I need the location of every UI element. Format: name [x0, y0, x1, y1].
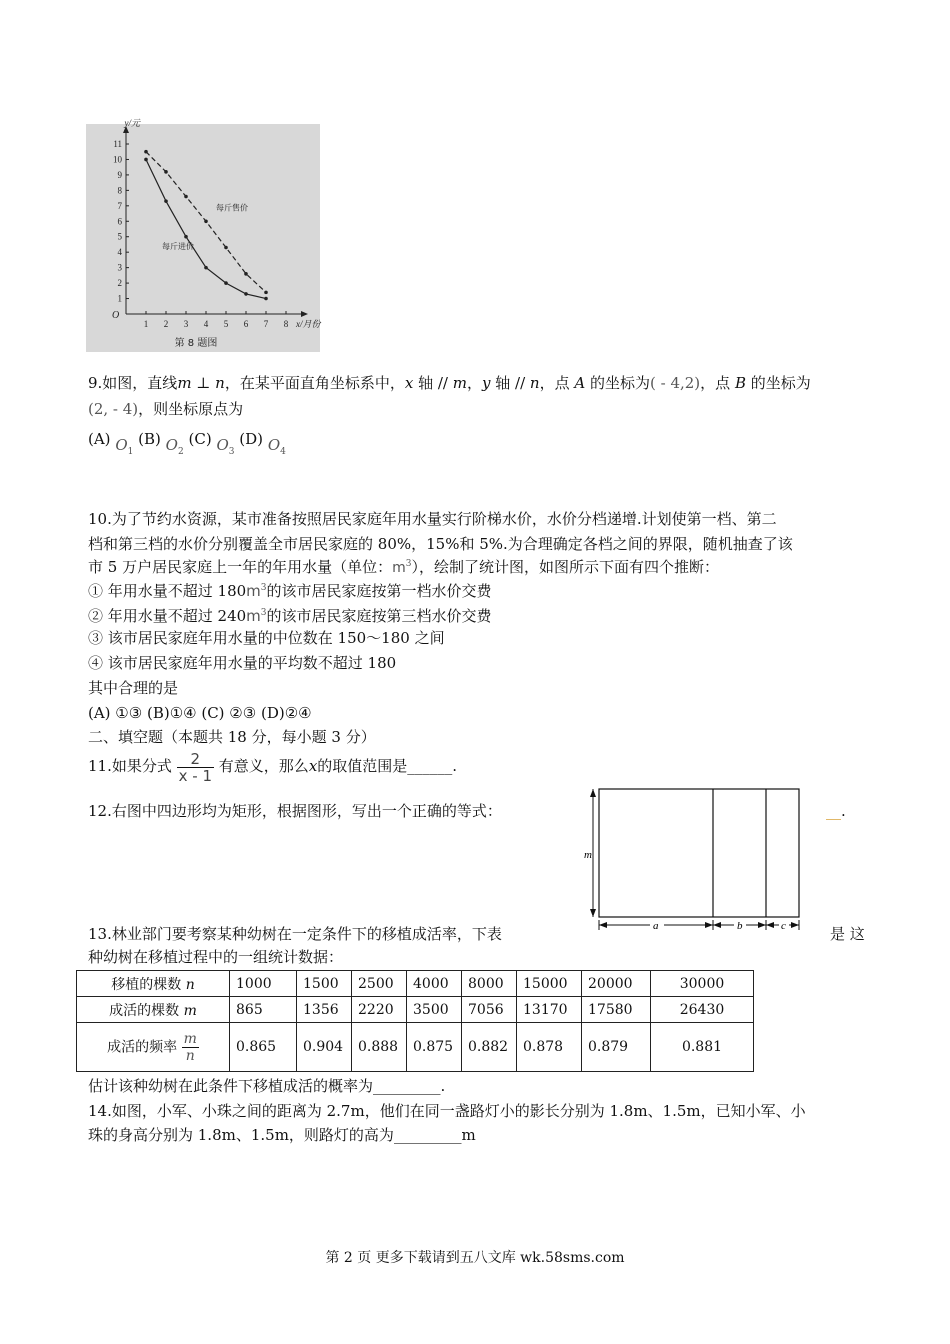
y-tick-label: 7 [117, 200, 122, 211]
q9-coord-a: ( - 4,2) [649, 374, 701, 392]
y-tick-label: 10 [113, 154, 122, 165]
q9-text: ，则坐标原点为 [138, 400, 244, 418]
data-point [244, 272, 248, 276]
y-tick-label: 2 [117, 278, 122, 289]
table-cell: 865 [230, 997, 297, 1023]
option-c: (C) [188, 430, 212, 448]
y-tick-label: 4 [117, 247, 122, 258]
q14-text: 珠的身高分别为 1.8m、1.5m，则路灯的高为 [88, 1126, 394, 1144]
arrow-right-icon [758, 922, 766, 928]
y-tick-label: 5 [117, 231, 122, 242]
q11-text: 11.如果分式 [88, 757, 172, 775]
option-a-o: O [115, 436, 128, 454]
option-b: (B) [138, 430, 161, 448]
x-tick-label: 4 [203, 319, 209, 329]
section-heading: 二、填空题（本题共 18 分，每小题 3 分） [88, 728, 376, 746]
fraction-denominator: x - 1 [178, 766, 213, 785]
x-tick-label: 3 [183, 319, 189, 329]
option-d-o: O [267, 436, 281, 454]
q14-line1: 14.如图，小军、小珠之间的距离为 2.7m，他们在同一盏路灯小的影长分别为 1.8m、1.5m，已知小军、小 [88, 1102, 806, 1120]
q10-line1: 10.为了节约水资源，某市准备按照居民家庭年用水量实行阶梯水价，水价分档递增.计划使第一档、第二 [88, 510, 777, 528]
q10-question: 其中合理的是 [88, 679, 179, 697]
table-cell: 1356 [297, 997, 352, 1023]
q13-estimate [88, 1075, 445, 1097]
arrow-left-icon [766, 922, 774, 928]
chart-title: 第 8 题图 [174, 338, 218, 349]
q13-blank: _________ [373, 1077, 441, 1095]
label-c: c [781, 920, 786, 932]
q10-statement-2 [88, 602, 492, 627]
table-cell: 0.882 [462, 1023, 517, 1072]
data-point [264, 291, 268, 295]
x-axis-arrow-icon [301, 311, 308, 317]
q9-text: ， [466, 374, 482, 392]
table-cell: 0.888 [352, 1023, 407, 1072]
row-header: 成活的频率 $\frac{m}{n}$ [77, 1023, 230, 1072]
option-c-sub: 3 [228, 447, 235, 457]
q11-line [88, 748, 457, 784]
label-a: a [653, 920, 659, 932]
arrow-up-icon [590, 789, 596, 797]
page-footer: 第 2 页 更多下载请到五八文库 wk.58sms.com [325, 1250, 625, 1266]
table-cell: 0.879 [582, 1023, 651, 1072]
table-cell: 4000 [407, 971, 462, 997]
table-cell: 0.904 [297, 1023, 352, 1072]
row-header: 成活的棵数 m [77, 997, 230, 1023]
y-axis-label: y/元 [124, 118, 140, 128]
q14-text: m [461, 1126, 476, 1144]
series-line [146, 159, 266, 298]
q10-text: ① 年用水量不超过 180 [88, 582, 247, 600]
q10-text: ），绘制了统计图，如图所示 [411, 558, 599, 576]
q9-text: ，在某平面直角坐标系中， [224, 374, 405, 392]
q9-perp: m ⊥ n [177, 374, 225, 392]
q9-text: 轴 // [413, 374, 453, 392]
data-point [164, 170, 168, 174]
q14-blank: _________ [393, 1126, 462, 1144]
q9-text: 9.如图，直线 [88, 374, 178, 392]
q9-var: m [452, 374, 467, 392]
table-cell: 0.875 [407, 1023, 462, 1072]
series-label: 每斤售价 [216, 203, 248, 213]
y-tick-label: 3 [117, 262, 122, 273]
fraction-numerator: 2 [177, 751, 214, 768]
q9-var: B [734, 374, 746, 392]
line-chart [86, 118, 321, 352]
q11-fraction [177, 751, 214, 784]
table-cell: 26430 [651, 997, 754, 1023]
q10-text: 的该市居民家庭按第一档水价交费 [266, 582, 492, 600]
option-d-sub: 4 [280, 447, 286, 457]
option-c-o: O [216, 436, 229, 454]
x-tick-label: 7 [263, 319, 269, 329]
q10-unit-exp: 3 [405, 559, 412, 569]
q12-answer [826, 800, 846, 822]
data-point [204, 219, 208, 223]
table-cell: 20000 [582, 971, 651, 997]
table-row [77, 1023, 754, 1072]
table-cell: 3500 [407, 997, 462, 1023]
chart-figure [86, 118, 321, 352]
x-axis-label: x/月份 [296, 319, 321, 329]
option-a: (A) [88, 430, 111, 448]
data-point [224, 246, 228, 250]
data-point [184, 195, 188, 199]
table-cell: 17580 [582, 997, 651, 1023]
q11-text: 的取值范围是 [317, 757, 408, 775]
table-cell: 0.881 [651, 1023, 754, 1072]
table-cell: 7056 [462, 997, 517, 1023]
q9-var: A [574, 374, 586, 392]
arrow-left-icon [713, 922, 721, 928]
x-tick-label: 2 [163, 319, 169, 329]
q10-unit-exp: 3 [260, 583, 267, 593]
data-table [76, 970, 754, 1072]
q12-text: 12.右图中四边形均为矩形，根据图形，写出一个正确的等式： [88, 802, 502, 820]
q11-blank: ______ [407, 757, 453, 775]
y-tick-label: 1 [117, 293, 122, 304]
q10-unit: m [246, 582, 261, 600]
q12-text: . [841, 802, 846, 820]
table-cell: 1000 [230, 971, 297, 997]
table-cell: 0.878 [517, 1023, 582, 1072]
q9-var: y [482, 374, 491, 392]
label-m: m [584, 849, 592, 861]
q13-line1-right: 是 这 [830, 925, 865, 943]
q11-text: . [452, 757, 458, 775]
q14-line2 [88, 1124, 476, 1146]
option-b-sub: 2 [177, 447, 184, 457]
q9-var: x [404, 374, 414, 392]
rectangle-figure [580, 780, 810, 940]
table-cell: 2500 [352, 971, 407, 997]
label-b: b [737, 920, 743, 932]
q10-unit-exp: 3 [260, 608, 267, 618]
q9-text: 的坐标为 [585, 374, 650, 392]
q13-line2: 种幼树在移植过程中的一组统计数据： [88, 948, 344, 966]
q10-statement-4: ④ 该市居民家庭年用水量的平均数不超过 180 [88, 654, 397, 672]
data-point [204, 266, 208, 270]
data-point [144, 158, 148, 162]
table-cell: 0.865 [230, 1023, 297, 1072]
data-point [184, 235, 188, 239]
arrow-down-icon [590, 909, 596, 917]
q9-coord-b: (2, - 4) [88, 400, 139, 418]
q11-var: x [308, 757, 318, 775]
series-label: 每斤进价 [162, 242, 194, 252]
data-point [164, 199, 168, 203]
q9-text: 轴 // [490, 374, 530, 392]
q10-text: 居民家庭上一年的年用水量（单位： [152, 558, 393, 576]
q13-line1: 13.林业部门要考察某种幼树在一定条件下的移植成活率，下表 [88, 925, 502, 943]
table-cell: 13170 [517, 997, 582, 1023]
data-point [144, 150, 148, 154]
q9-line1 [88, 372, 811, 394]
arrow-left-icon [599, 922, 607, 928]
q10-text: 下面有四个推断： [599, 558, 720, 576]
q10-text: 市 5 万户 [88, 558, 153, 576]
data-point [244, 292, 248, 296]
option-b-o: O [165, 436, 178, 454]
table-cell: 2220 [352, 997, 407, 1023]
table-cell: 8000 [462, 971, 517, 997]
y-tick-label: 8 [117, 185, 122, 196]
frequency-fraction: $\frac{m}{n}$ [183, 1030, 197, 1064]
y-tick-label: 6 [117, 216, 122, 227]
x-tick-label: 1 [143, 319, 149, 329]
q9-var: n [529, 374, 540, 392]
q9-text: 的坐标为 [745, 374, 811, 392]
q13-text: . [440, 1077, 446, 1095]
x-tick-label: 6 [243, 319, 249, 329]
y-tick-label: 11 [113, 139, 122, 149]
arrow-right-icon [791, 922, 799, 928]
q10-unit: m [392, 560, 406, 576]
table-cell: 30000 [651, 971, 754, 997]
q11-text: 有意义，那么 [218, 757, 309, 775]
data-point [264, 297, 268, 301]
q10-line3 [88, 553, 719, 579]
table-cell: 1500 [297, 971, 352, 997]
table-cell: 15000 [517, 971, 582, 997]
origin-label: O [112, 310, 120, 321]
q10-line2: 档和第三档的水价分别覆盖全市居民家庭的 80%，15%和 5%.为合理确定各档之间的界限，随机抽查了该 [88, 535, 793, 553]
q9-text: ，点 [539, 374, 575, 392]
x-tick-label: 5 [223, 319, 229, 329]
y-tick-label: 9 [117, 169, 122, 180]
row-header: 移植的棵数 n [77, 971, 230, 997]
option-d: (D) [239, 430, 264, 448]
q9-text: ，点 [700, 374, 735, 392]
q9-line2 [88, 398, 243, 420]
outer-rectangle [599, 789, 799, 917]
option-a-sub: 1 [127, 447, 134, 457]
q10-choices: (A) ①③ (B)①④ (C) ②③ (D)②④ [88, 704, 312, 722]
table-row [77, 997, 754, 1023]
q10-unit: m [246, 607, 261, 625]
q10-text: 的该市居民家庭按第三档水价交费 [266, 607, 492, 625]
q9-options [88, 428, 286, 457]
q10-text: ② 年用水量不超过 240 [88, 607, 247, 625]
q10-statement-1 [88, 577, 492, 602]
data-point [224, 281, 228, 285]
q10-statement-3: ③ 该市居民家庭年用水量的中位数在 150～180 之间 [88, 629, 445, 647]
table-row [77, 971, 754, 997]
q12-blank: __ [826, 802, 841, 820]
q13-text: 估计该种幼树在此条件下移植成活的概率为 [88, 1077, 374, 1095]
arrow-right-icon [705, 922, 713, 928]
x-tick-label: 8 [283, 319, 289, 329]
